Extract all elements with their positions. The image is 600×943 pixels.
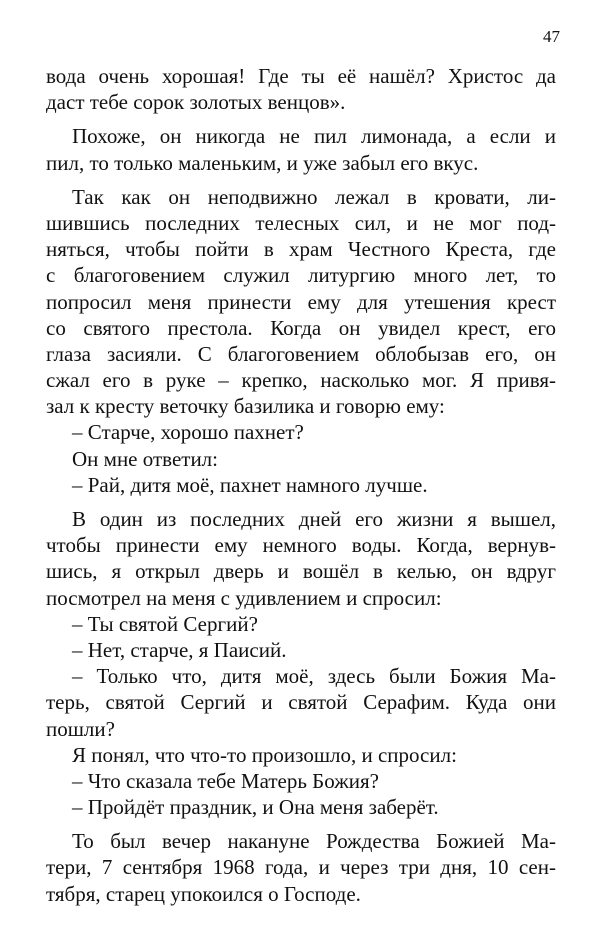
page-number: 47 [543,27,560,46]
dialogue-line: – Нет, старче, я Паисий. [72,637,287,662]
text-line: терь, святой Сергий и святой Серафим. Куда они [46,690,556,715]
text-line: со святого престола. Когда он увидел крест, его [46,315,556,340]
text-line: няться, чтобы пойти в храм Честного Креста, где [46,237,556,262]
text-line: тября, старец упокоился о Господе. [46,881,361,906]
text-line: пил, то только маленьким, и уже забыл его вкус. [46,150,479,175]
text-line: пошли? [46,716,115,741]
text-line: сжал его в руке – крепко, насколько мог. Я привя- [46,368,556,393]
dialogue-line: Он мне ответил: [72,446,218,471]
text-line: вода очень хорошая! Где ты её нашёл? Христос да [46,64,556,88]
dialogue-line: – Пройдёт праздник, и Она меня заберёт. [72,795,439,820]
paragraph-first-line: Похоже, он никогда не пил лимонада, а если и [72,124,556,149]
text-line: с благоговением служил литургию много лет, то [46,263,556,288]
text-line: посмотрел на меня с удивлением и спросил: [46,585,442,610]
text-line: шись, я открыл дверь и вошёл в келью, он вдруг [46,559,556,584]
text-line: даст тебе сорок золотых венцов». [46,90,346,115]
dialogue-line: – Только что, дитя моё, здесь были Божия Ма- [72,664,556,689]
dialogue-line: – Что сказала тебе Матерь Божия? [72,768,379,793]
dialogue-line: – Рай, дитя моё, пахнет намного лучше. [72,472,428,497]
text-line: тери, 7 сентября 1968 года, и через три дня, 10 сен- [46,855,556,880]
body-text [46,63,556,907]
text-line: шившись последних телесных сил, и не мог под- [46,210,556,235]
text-line: зал к кресту веточку базилика и говорю ему: [46,394,445,419]
dialogue-line: Я понял, что что-то произошло, и спросил: [72,742,457,767]
paragraph-first-line: Так как он неподвижно лежал в кровати, ли- [72,184,556,209]
text-line: чтобы принести ему немного воды. Когда, вернув- [46,533,556,558]
dialogue-line: – Ты святой Сергий? [72,611,258,636]
text-line: попросил меня принести ему для утешения крест [46,289,556,314]
text-line: глаза засияли. С благоговением облобызав его, он [46,341,556,366]
dialogue-line: – Старче, хорошо пахнет? [72,420,304,445]
paragraph-first-line: В один из последних дней его жизни я вышел, [72,507,556,531]
paragraph-first-line: То был вечер накануне Рождества Божией Ма- [72,829,556,854]
